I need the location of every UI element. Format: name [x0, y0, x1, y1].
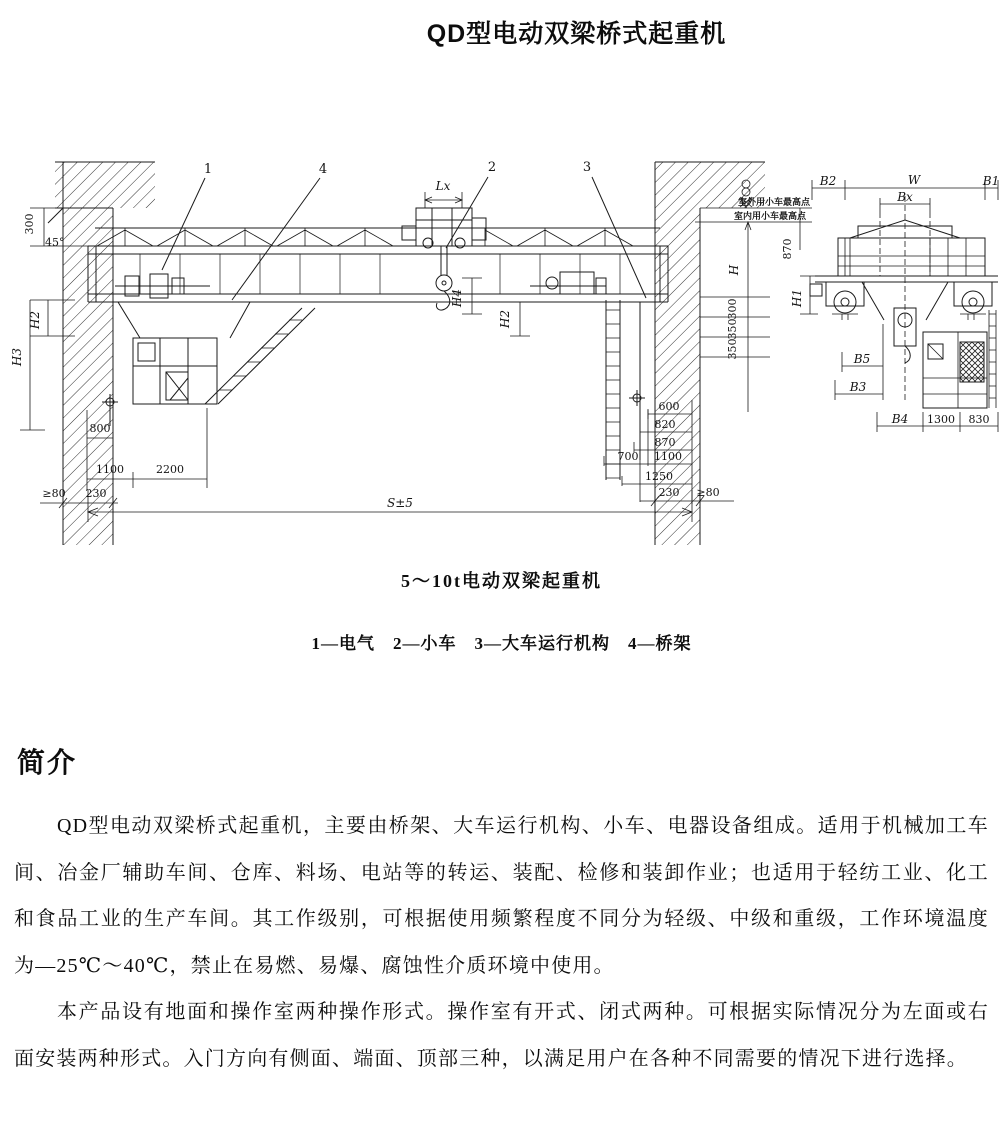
travel-mechanism: [530, 272, 606, 294]
crane-technical-drawing: [0, 150, 1003, 545]
dim-h4: H4: [450, 288, 464, 308]
marker-2: 2: [487, 160, 497, 175]
dim-820: 820: [654, 418, 676, 431]
intro-paragraph-1: QD型电动双梁桥式起重机，主要由桥架、大车运行机构、小车、电器设备组成。适用于机械加工车间、冶金厂辅助车间、仓库、料场、电站等的转运、装配、检修和装卸作业；也适用于轻纺工业、化工和食品工业的生产车间。其工作级别，可根据使用频繁程度不同分为轻级、中级和重级，工作环境温度为—25℃～40℃，禁止在易燃、易爆、腐蚀性介质环境中使用。: [14, 815, 989, 977]
dim-bx: Bx: [897, 190, 913, 204]
dim-h2-mid: H2: [498, 309, 512, 329]
dim-h: H: [727, 264, 741, 276]
dim-870-top: 870: [781, 238, 794, 260]
figure-legend: 1—电气 2—小车 3—大车运行机构 4—桥架: [311, 634, 692, 653]
dim-b2: B2: [819, 174, 837, 188]
marker-4: 4: [318, 162, 328, 177]
dim-w: W: [907, 173, 921, 187]
dim-45deg: 45°: [45, 236, 65, 249]
dim-b3: B3: [849, 380, 867, 394]
dim-h2-left: H2: [28, 310, 42, 330]
dim-1300: 1300: [927, 413, 955, 426]
dim-b1: B1: [982, 174, 1000, 188]
dim-600: 600: [658, 400, 680, 413]
marker-1: 1: [203, 162, 213, 177]
dim-230-left: 230: [85, 487, 107, 500]
section-heading-intro: 简介: [17, 747, 78, 779]
part-markers: [162, 160, 646, 300]
end-view-labels: [790, 173, 999, 426]
cab-stairs: [205, 308, 315, 404]
dim-1100: 1100: [96, 463, 124, 476]
dim-800: 800: [89, 422, 111, 435]
note-outdoor-trolley-highest: 室外用小车最高点: [737, 198, 810, 208]
dim-ge80-right: ≥80: [696, 486, 720, 499]
dim-1100-right: 1100: [654, 450, 682, 463]
figure-caption: 5～10t电动双梁起重机: [401, 571, 602, 591]
dim-350-a: 350: [726, 318, 739, 340]
dim-300-left: 300: [23, 213, 36, 235]
dim-2200: 2200: [156, 463, 184, 476]
marker-3: 3: [582, 160, 592, 175]
dim-span-s5: S±5: [387, 496, 413, 510]
dim-700: 700: [617, 450, 639, 463]
dim-lx: Lx: [435, 179, 451, 193]
end-view: [800, 180, 998, 432]
note-indoor-trolley-highest: 室内用小车最高点: [733, 212, 806, 222]
dim-b5: B5: [853, 352, 871, 366]
building-walls: [48, 162, 765, 545]
dim-b4: B4: [891, 412, 909, 426]
dim-300-right: 300: [726, 298, 739, 320]
right-dimension-labels: [726, 196, 811, 360]
dim-1250: 1250: [645, 470, 673, 483]
dim-ge80-left: ≥80: [42, 487, 66, 500]
hook-approach-marks: [102, 390, 645, 426]
dim-h3: H3: [10, 347, 24, 367]
dim-870-right: 870: [654, 436, 676, 449]
intro-paragraph-2: 本产品设有地面和操作室两种操作形式。操作室有开式、闭式两种。可根据实际情况分为左面或右面安装两种形式。入门方向有侧面、端面、顶部三种，以满足用户在各种不同需要的情况下进行选择。: [14, 1001, 989, 1070]
operator-cab: [118, 302, 250, 404]
dim-830: 830: [968, 413, 990, 426]
page-title: QD型电动双梁桥式起重机: [426, 20, 727, 48]
dim-h1: H1: [790, 288, 804, 308]
dim-230-right: 230: [658, 486, 680, 499]
dim-350-b: 350: [726, 338, 739, 360]
crane-drawing-svg: [0, 150, 1003, 545]
intro-body: [14, 803, 989, 1082]
bridge-girder: [88, 228, 668, 302]
